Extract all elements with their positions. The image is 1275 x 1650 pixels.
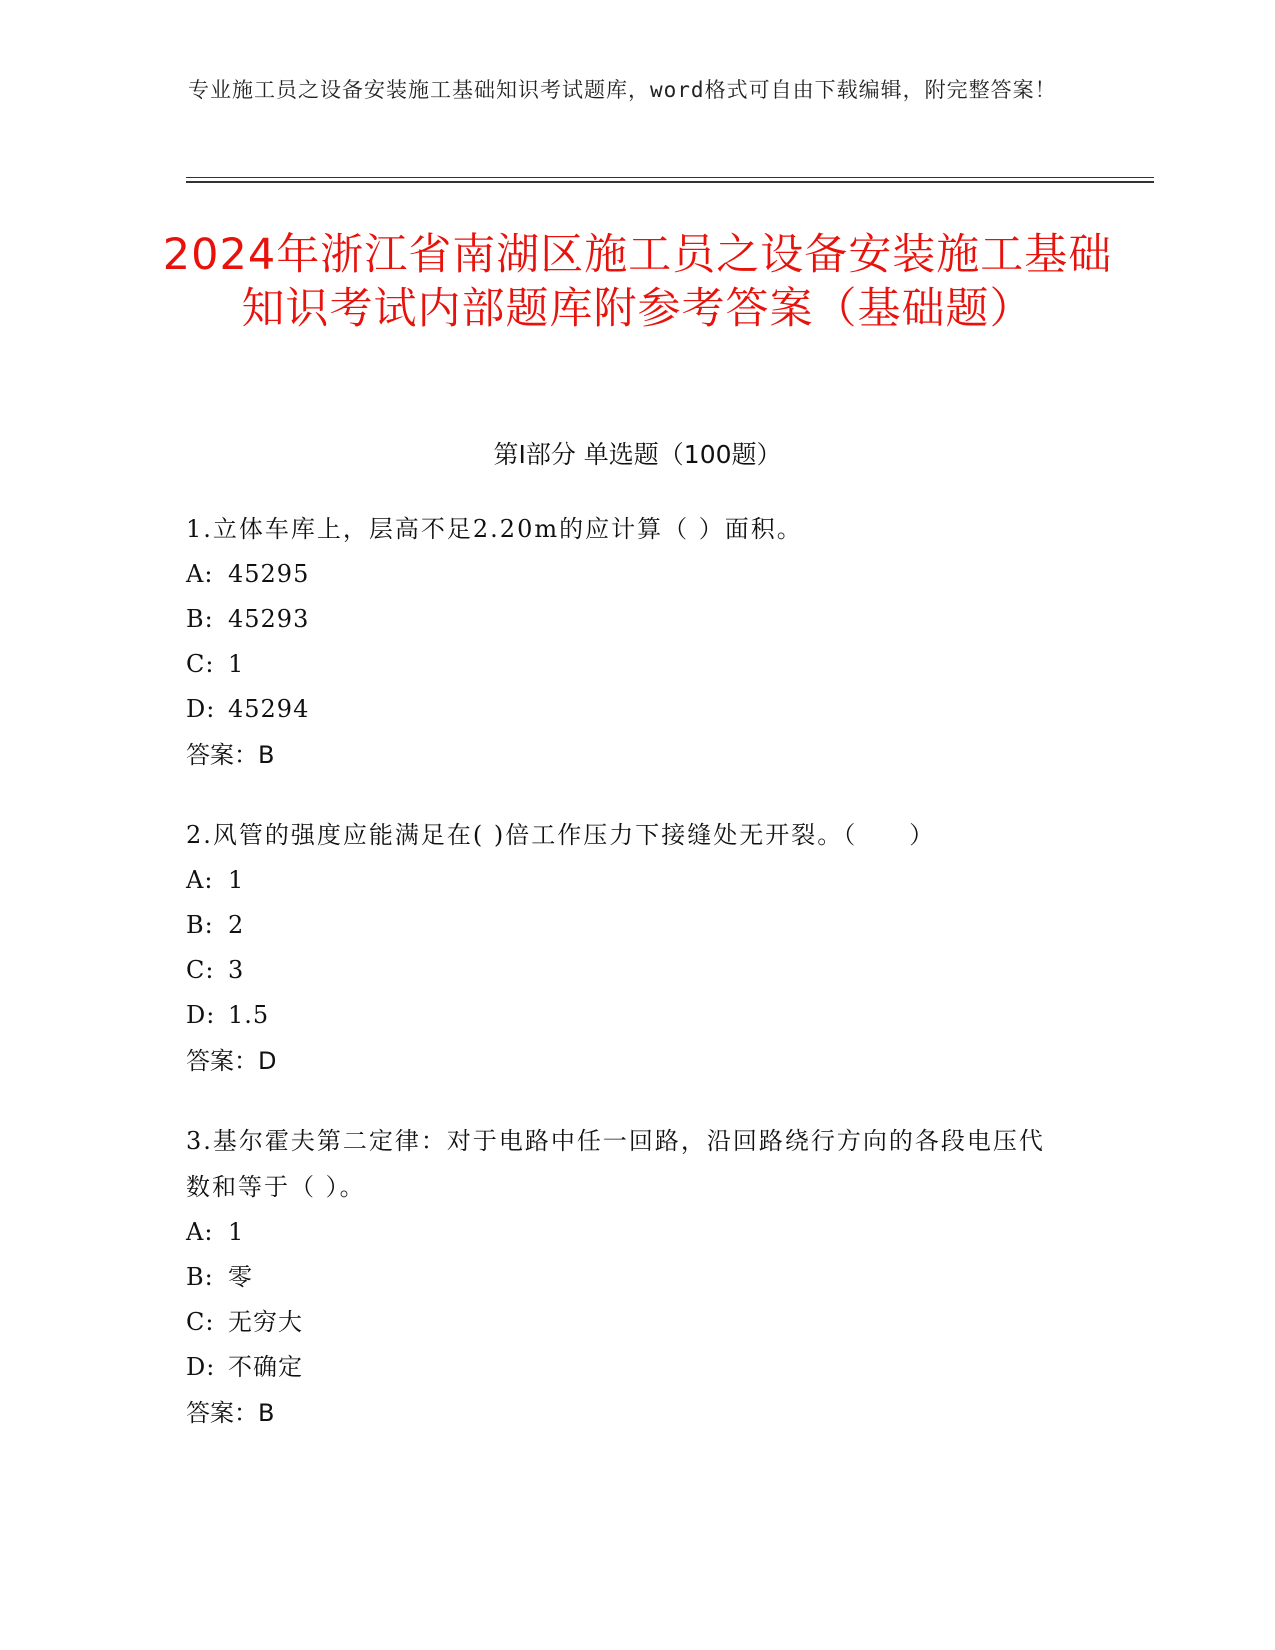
option-text: 零: [228, 1263, 253, 1291]
option-d: [186, 1345, 1066, 1390]
option-d: [186, 687, 1086, 732]
option-text: 45293: [228, 605, 310, 633]
header-divider-thin: [186, 177, 1154, 178]
document-title: 2024年浙江省南湖区施工员之设备安装施工基础知识考试内部题库附参考答案（基础题）: [162, 230, 1113, 334]
answer-line: 答案：D: [186, 1047, 277, 1075]
option-key: A:: [186, 866, 214, 894]
header-divider-thick: [186, 181, 1154, 183]
option-key: D:: [186, 695, 216, 723]
option-key: C:: [186, 650, 215, 678]
option-a: [186, 858, 1086, 903]
option-a: [186, 1210, 1066, 1255]
question-2: [186, 812, 1086, 1084]
option-d: [186, 993, 1086, 1038]
answer-line: 答案：B: [186, 1399, 275, 1427]
option-key: C:: [186, 956, 215, 984]
answer-line: 答案：B: [186, 741, 275, 769]
option-text: 45294: [228, 695, 310, 723]
option-text: 无穷大: [228, 1308, 303, 1336]
option-key: A:: [186, 560, 214, 588]
question-stem: 1.立体车库上，层高不足2.20m的应计算（ ）面积。: [186, 515, 803, 543]
header-note: 专业施工员之设备安装施工基础知识考试题库，word格式可自由下载编辑，附完整答案！: [188, 78, 1057, 102]
question-3: [186, 1118, 1066, 1436]
option-key: D:: [186, 1001, 216, 1029]
option-text: 1: [228, 866, 245, 894]
question-stem: 2.风管的强度应能满足在( )倍工作压力下接缝处无开裂。（ ）: [186, 821, 936, 849]
option-text: 1.5: [228, 1001, 270, 1029]
option-key: B:: [186, 911, 214, 939]
option-key: C:: [186, 1308, 215, 1336]
option-text: 1: [228, 650, 245, 678]
option-b: [186, 597, 1086, 642]
option-text: 3: [228, 956, 245, 984]
option-key: A:: [186, 1218, 214, 1246]
option-c: [186, 642, 1086, 687]
option-text: 2: [228, 911, 245, 939]
option-a: [186, 552, 1086, 597]
option-text: 1: [228, 1218, 245, 1246]
question-stem: 3.基尔霍夫第二定律：对于电路中任一回路，沿回路绕行方向的各段电压代数和等于（ ）。: [186, 1127, 1045, 1201]
option-text: 不确定: [228, 1353, 303, 1381]
option-key: B:: [186, 605, 214, 633]
option-text: 45295: [228, 560, 310, 588]
option-c: [186, 948, 1086, 993]
option-b: [186, 1255, 1066, 1300]
option-key: D:: [186, 1353, 216, 1381]
question-1: [186, 506, 1086, 778]
option-key: B:: [186, 1263, 214, 1291]
option-b: [186, 903, 1086, 948]
section-title: 第Ⅰ部分 单选题（100题）: [493, 440, 782, 469]
option-c: [186, 1300, 1066, 1345]
